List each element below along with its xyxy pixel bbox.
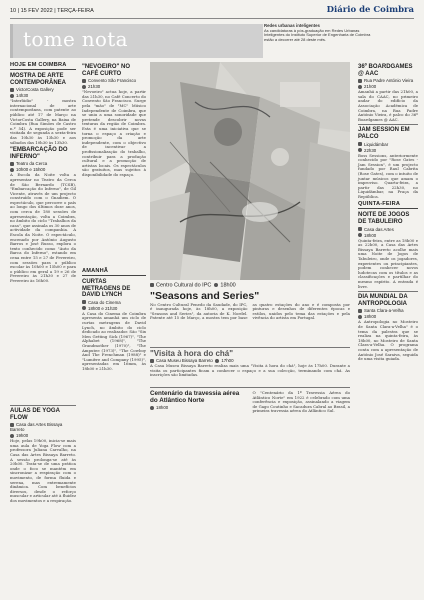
centenario-head [150,390,248,416]
divider [150,347,350,348]
event-place: Casa do Cinema [82,300,146,305]
feature-title: "Seasons and Series" [150,289,260,302]
centenario-article [150,385,350,416]
clock-icon [215,359,219,363]
location-icon [150,359,154,363]
visita-place: Casa Museu Bissaya Barreto 17h00 [150,358,350,363]
event-title: CURTAS METRAGENS DE DAVID LYNCH [82,279,131,299]
location-icon [10,423,14,427]
clock-icon [10,168,14,172]
event-time: 14h30 [10,93,76,98]
location-icon [150,283,154,287]
event-time: 21h30 [82,84,146,89]
event-time: 18h00 [358,233,418,238]
feature-text: No Centro Cultural Penedo da Saudade, do IPC, é inaugurada hoje, às 18h00, a exposição "Seasons and Series", da autoria de K. Nordel. Patente até 15 de Março, a mostra tem por base as quatro estações do ano e é composta por pinturas e desenhos de diferentes épocas e estilos, unidos pelo tema das estações e pela vivência do artista em Portugal. [150,301,350,321]
top-note-title: Redes urbanas inteligentes [264,23,320,28]
centenario-text-wrap [253,390,351,416]
event-title: NOITE DE JOGOS DE TABULEIRO [358,212,410,226]
clock-icon [358,315,362,319]
event-title: 36º BOARDGAMES @ AAC [358,64,413,77]
middle-column [82,62,146,179]
event-text: Amanhã a partir das 21h00, a sala do CAAC, no primeiro andar do edifício da Associação Académica de Coimbra, na Rua Padre António Vieira, é palco do 36º Boardgames @ AAC. [358,89,418,122]
visita-article [150,345,350,380]
event-title: MOSTRA DE ARTE CONTEMPORÂNEA [10,73,67,86]
clock-icon [358,85,362,89]
divider [358,124,418,125]
event-place: Liquidámbar [358,142,418,147]
event-text: "Interlúdio" - mostra internacional de arte contemporânea, com patente ao público até 17 de Março na VictorCosta Gallery, na Baixa de Coimbra (Rua Simões de Castro n.º 54). A exposição pode ser visitada de segunda a sexta-feira das 10h30 às 13h30 e aos sábados das 10h30 às 13h30. [10,98,76,145]
edition-label: HOJE EM COIMBRA [10,62,76,70]
clock-icon [358,148,362,152]
event-title: "EMBARCAÇÃO DO INFERNO" [10,147,68,160]
middle-column-lower [82,268,146,374]
event-time: 22h30 [358,148,418,153]
visita-text: A Casa Museu Bissaya Barreto realiza mais uma "Visita à hora do chá", hoje às 17h00. Durante a visita os participantes ficam a conhecer o espaço e a sua colecção, terminando com chá. As inscrições são limitadas. [150,363,350,378]
right-column [358,62,418,364]
event-place: VictorCosta Gallery [10,87,76,92]
event-place: Rua Padre António Vieira [358,78,418,83]
event-place: Teatro da Cerca [10,161,76,166]
centenario-time: 18h00 [150,405,248,410]
location-icon [358,309,362,313]
abstract-painting-image [150,62,350,280]
feature-article [150,282,350,342]
left-column-lower [10,403,76,506]
event-time: 19h00 [10,433,76,438]
event-time: 21h00 [358,84,418,89]
event-text: A Casa do Cinema de Coimbra apresenta amanhã um ciclo de curtas metragens de David Lynch, no âmbito do ciclo dedicado ao realizador. São "Six Men Getting Sick (1967)", "The Alphabet (1968)", "The Grandmother (1970)", "The Amputee (1973)", "The Cowboy And The Frenchman (1988)" e "Lumière and Company (1995)", apresentadas em 16mm, às 18h00 e 21h30. [82,310,146,371]
event-title: DIA MUNDIAL DA ANTROPOLOGIA [358,294,408,307]
newspaper-brand: Diário de Coimbra [326,5,414,15]
page-header [10,4,414,19]
clock-icon [150,406,154,410]
event-text: "Nevoeiro" actua hoje, a partir das 21h30, no Café Concerto do Convento São Francisco. Surge pela "mão" de "MC" Músico Independente de Coimbra, que se uniu a uma sonoridade que pretende descobrir novas texturas da região de Coimbra. Esta é uma iniciativa que se torna o espaço a criação e promoção da arte independente, com o objectivo de incentivar a profissionalização do trabalho, contribuir para a produção cultural e a promoção de artistas locais. Os espectáculos são gratuitos, mas sujeitos à disponibilidade do espaço. [82,89,146,177]
section-title: tome nota [23,27,128,51]
clock-icon [82,85,86,89]
event-text: Quinta-feira, entre as 18h00 e as 22h00, a Casa das Artes Bissaya Barreto acolhe mais uma Noite de Jogos de Tabuleiro, onde os jogadores, experientes ou principiantes, podem conhecer novos ludotecas com os títulos e as classificações e partilhar do mesmo espírito. A entrada é livre. [358,237,418,289]
event-text: A Antropologia no Mosteiro de Santa Clara-a-Velha" é o tema da palestra que se realiza na quinta-feira, às 18h00, no Mosteiro de Santa Clara-a-Velha. O programa conta com a apresentação de António José Saraiva, seguida de uma visita guiada. [358,319,418,362]
event-text: Boss Sessions, anteriormente conhecido por "Rose Gates - Jam Session", é um projecto fundado por Raul Cabrita (Rose Gates), com o intuito de juntar músicos que amam o improviso. Quarta-feira, a partir das 22h30, no Liquidámbar, na Praça da República. [358,152,418,199]
location-icon [10,162,14,166]
clock-icon [214,283,218,287]
location-icon [10,88,14,92]
event-time: 10h00 e 15h00 [10,167,76,172]
event-title: "NEVOEIRO" NO CAFÉ CURTO [82,64,131,77]
divider [150,387,350,388]
event-place: Convento São Francisco [82,78,146,83]
divider [358,291,418,292]
location-icon [82,300,86,304]
clock-icon [358,233,362,237]
section-title-banner [10,24,263,58]
location-icon [358,142,362,146]
clock-icon [82,306,86,310]
location-icon [358,79,362,83]
event-text: A Escola da Noite volta a apresentar no Teatro da Cerca de São Bernardo (TCSB), "Embarcação do Inferno", de Gil Vicente, através de um projecto construído com o Gnadiem. O espectáculo, que percorre o país ao longo dos últimos doze anos, com cerca de 180 sessões de apresentação, volta a Coimbra, no âmbito do ciclo "Trabalhos da casa", que assinala os 30 anos de actividade da companhia. A Escola da Noite. O espectáculo, encenado por António Augusto Barros e José Russo, explora o texto conhecido como "Auto da Barca do Inferno", estando em cena entre 15 e 27 de Fevereiro, com sessões para o público escolar às 10h00 e 15h00 e para o público em geral a 19 e 26 de Fevereiro às 21h30 e 27 de Fevereiro às 16h00. [10,172,76,283]
event-place: Casa das Artes Bissaya Barreto [10,422,63,433]
centenario-text: O "Centenário da 1ª Travessia Aérea do Atlântico Norte" em 1922 é celebrado com uma conferência e exposição, assinalando a viagem de Gago Coutinho e Sacadura Cabral ao Brasil, a primeira travessia aérea do Atlântico Sul. [252,390,350,414]
event-time: 18h00 [358,314,418,319]
edition-label: QUINTA-FEIRA [358,201,418,209]
centenario-body [150,390,350,416]
event-title: AULAS DE YOGA FLOW [10,408,60,421]
event-text: Hoje, pelas 19h00, inicia-se mais uma aula de Yoga Flow com a professora Juliana Carvalho, na Casa das Artes Bissaya Barreto. A sessão prolonga-se até às 20h00. Trata-se de uma prática onde o foco se mantém em sincronizar a respiração com o movimento, de forma fluida e serena, mas extremamente dinâmica. Com benefícios diversos, desde o reforço muscular e articular até à fluidez dos movimentos e a respiração. [10,438,76,503]
page-info: 10 | 15 FEV 2022 | TERÇA-FEIRA [10,8,94,14]
clock-icon [10,94,14,98]
feature-place: Centro Cultural do IPC 18h00 [150,283,350,289]
feature-artwork [150,62,350,280]
top-note [264,24,374,42]
event-title: JAM SESSION EM PALCO [358,127,410,140]
event-place: Casa das Artes [358,227,418,232]
location-icon [82,79,86,83]
event-place: Santa Clara-a-Velha [358,308,418,313]
left-column [10,62,76,286]
location-icon [358,227,362,231]
divider [10,405,76,406]
top-note-text: As candidaturas à pós-graduação em Redes Urbanas Inteligentes do Instituto Superior de Engenharia de Coimbra estão a decorrer até 28 deste mês. [264,27,371,42]
centenario-title: Centenário da travessia aérea do Atlântico Norte [150,390,240,404]
visita-title: "Visita à hora do chá" [150,349,234,358]
edition-label: AMANHÃ [82,268,146,276]
clock-icon [10,434,14,438]
event-time: 18h00 e 21h30 [82,306,146,311]
